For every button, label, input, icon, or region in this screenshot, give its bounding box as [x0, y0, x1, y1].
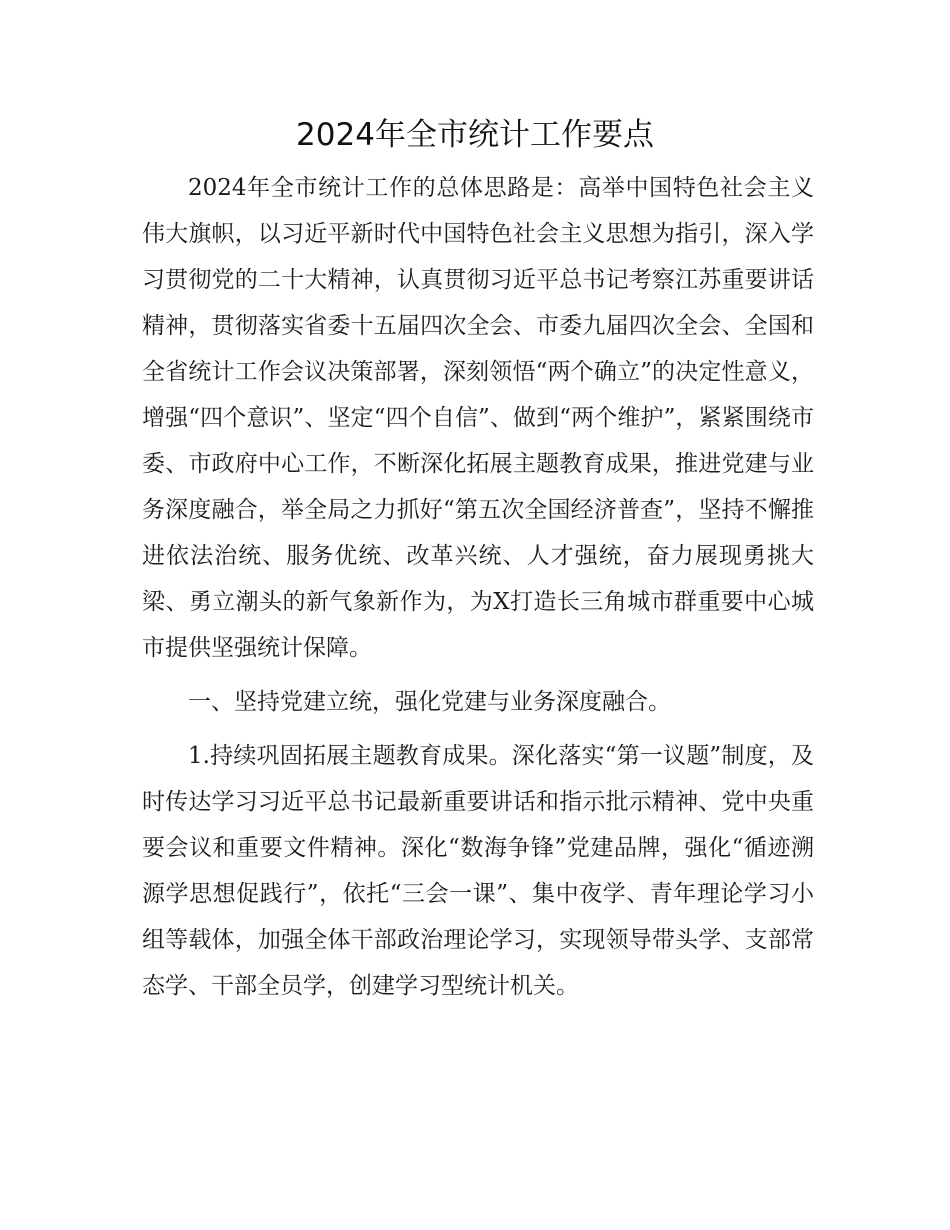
document-title: 2024年全市统计工作要点 [296, 117, 654, 153]
paragraph-item-1: 1.持续巩固拓展主题教育成果。深化落实“第一议题”制度，及时传达学习习近平总书记最新重要讲话和指示批示精神、党中央重要会议和重要文件精神。深化“数海争锋”党建品牌，强化“循迹溯源学思想促践行”，依托“三会一课”、集中夜学、青年理论学习小组等载体，加强全体干部政治理论学习，实现领导带头学、支部常态学、干部全员学，创建学习型统计机关。 [142, 743, 814, 999]
paragraph-overview: 2024年全市统计工作的总体思路是：高举中国特色社会主义伟大旗帜，以习近平新时代中国特色社会主义思想为指引，深入学习贯彻党的二十大精神，认真贯彻习近平总书记考察江苏重要讲话精神，贯彻落实省委十五届四次全会、市委九届四次全会、全国和全省统计工作会议决策部署，深刻领悟“两个确立”的决定性意义，增强“四个意识”、坚定“四个自信”、做到“两个维护”，紧紧围绕市委、市政府中心工作，不断深化拓展主题教育成果，推进党建与业务深度融合，举全局之力抓好“第五次全国经济普查”，坚持不懈推进依法治统、服务优统、改革兴统、人才强统，奋力展现勇挑大梁、勇立潮头的新气象新作为，为X打造长三角城市群重要中心城市提供坚强统计保障。 [142, 175, 814, 661]
document-body [142, 165, 814, 1009]
section-heading-1: 一、坚持党建立统，强化党建与业务深度融合。 [188, 689, 671, 715]
